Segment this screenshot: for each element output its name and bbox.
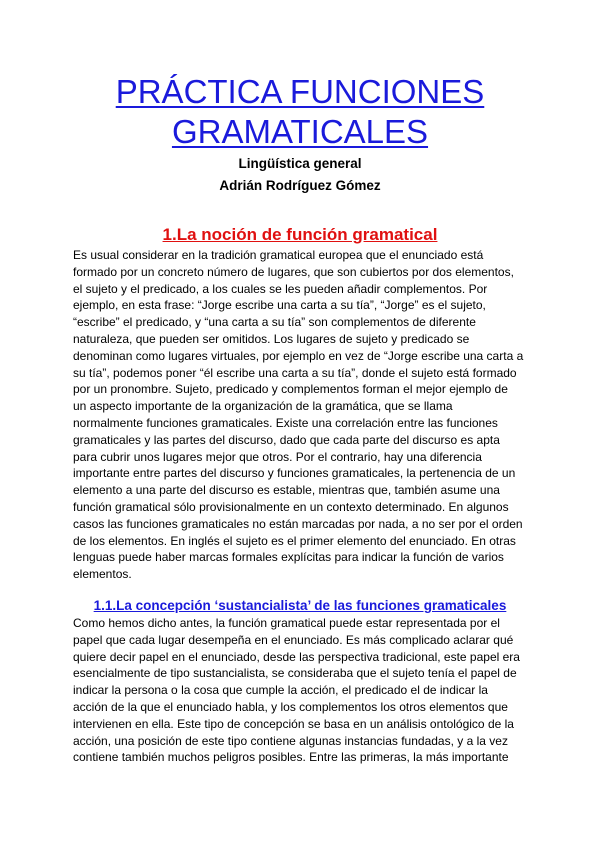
section-1-1-heading: 1.1.La concepción ‘sustancialista’ de las funciones gramaticales bbox=[93, 598, 507, 613]
paragraph-line: intervienen en ella. Este tipo de concepción se basa en un análisis ontológico de la bbox=[73, 716, 514, 731]
section-1-heading: 1.La noción de función gramatical bbox=[162, 225, 438, 244]
paragraph-line: ejemplo, en esta frase: “Jorge escribe una carta a su tía”, “Jorge” es el sujeto, bbox=[73, 298, 486, 313]
paragraph-line: acción de la que el enunciado habla, y los complementos los otros elementos que bbox=[73, 699, 508, 714]
paragraph-line: elementos. bbox=[73, 567, 132, 582]
paragraph-line: de los elementos. En inglés el sujeto es el primer elemento del enunciado. En otras bbox=[73, 533, 516, 548]
title-line-1: PRÁCTICA FUNCIONES bbox=[115, 73, 485, 110]
paragraph-line: quiere decir papel en el enunciado, desde las perspectiva tradicional, este papel era bbox=[73, 649, 520, 664]
author-name: Adrián Rodríguez Gómez bbox=[219, 178, 381, 193]
paragraph-line: esencialmente de tipo sustancialista, se consideraba que el sujeto tenía el papel de bbox=[73, 666, 517, 681]
paragraph-line: contiene también muchos peligros posibles. Entre las primeras, la más importante bbox=[73, 750, 509, 765]
paragraph-line: normalmente funciones gramaticales. Existe una correlación entre las funciones bbox=[73, 415, 498, 430]
paragraph-line: Como hemos dicho antes, la función gramatical puede estar representada por el bbox=[73, 616, 500, 630]
paragraph-line: naturaleza, que pueden ser omitidos. Los lugares de sujeto y predicado se bbox=[73, 331, 470, 346]
course-name: Lingüística general bbox=[238, 156, 362, 171]
paragraph-line: “escribe” el predicado, y “una carta a su tía” son complementos de diferente bbox=[73, 315, 476, 330]
paragraph-line: denominan como lugares virtuales, por ejemplo en vez de “Jorge escribe una carta a bbox=[73, 348, 524, 363]
paragraph-line: elemento a una parte del discurso es estable, mientras que, también asume una bbox=[73, 483, 500, 498]
paragraph-line: gramaticales y las partes del discurso, dado que cada parte del discurso es apta bbox=[73, 432, 500, 447]
paragraph-line: formado por un concreto número de lugares, que son cubiertos por dos elementos, bbox=[73, 264, 514, 279]
paragraph-line: importante entre partes del discurso y funciones gramaticales, la pertenencia de un bbox=[73, 466, 516, 481]
paragraph-line: función gramatical sólo provisionalmente en un contexto determinado. En algunos bbox=[73, 499, 509, 514]
section-1-1-paragraph bbox=[73, 615, 533, 766]
section-1-paragraph bbox=[73, 247, 533, 583]
paragraph-line: papel que cada lugar desempeña en el enunciado. Es más complicado aclarar qué bbox=[73, 632, 514, 647]
paragraph-line: un aspecto importante de la organización de la gramática, que se llama bbox=[73, 399, 453, 414]
paragraph-line: lenguas puede haber marcas formales explícitas para indicar la función de varios bbox=[73, 550, 504, 565]
paragraph-line: por un pronombre. Sujeto, predicado y complementos forman el mejor ejemplo de bbox=[73, 382, 508, 397]
paragraph-line: el sujeto y el predicado, a los cuales se les pueden añadir complementos. Por bbox=[73, 281, 488, 296]
paragraph-line: acción, una posición de este tipo contiene algunas instancias fundadas, y a la vez bbox=[73, 733, 508, 748]
title-line-2: GRAMATICALES bbox=[171, 113, 429, 150]
paragraph-line: indicar la persona o la cosa que cumple la acción, el predicado el de indicar la bbox=[73, 683, 488, 698]
paragraph-line: Es usual considerar en la tradición gramatical europea que el enunciado está bbox=[73, 248, 484, 262]
document-title bbox=[0, 72, 600, 152]
paragraph-line: su tía”, podemos poner “él escribe una carta a su tía”, donde el sujeto está formado bbox=[73, 365, 517, 380]
paragraph-line: para cubrir unos lugares mejor que otros. Por el contrario, hay una diferencia bbox=[73, 449, 482, 464]
paragraph-line: casos las funciones gramaticales no están marcadas por nada, a no ser por el orden bbox=[73, 516, 523, 531]
